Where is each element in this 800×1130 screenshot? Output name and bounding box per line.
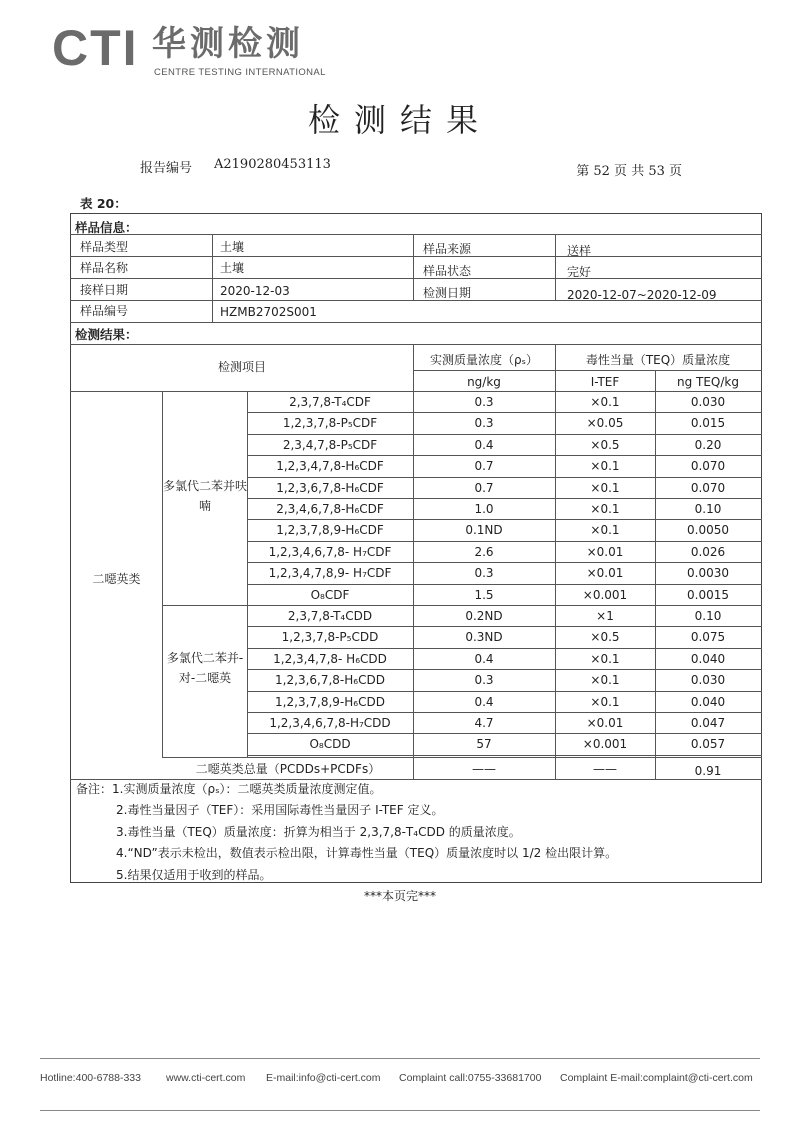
tef-factor: ×0.1	[590, 459, 620, 473]
measured-concentration: 2.6	[474, 545, 494, 559]
cti-logo-chinese: 华测检测	[152, 24, 304, 64]
compound-name: 2,3,7,8-T₄CDD	[287, 609, 373, 623]
tef-factor: ×0.1	[590, 652, 620, 666]
header-teq-concentration: 毒性当量（TEQ）质量浓度	[585, 353, 731, 367]
row-line	[247, 498, 762, 499]
compound-name: 2,3,7,8-T₄CDF	[289, 395, 371, 409]
note-2: 2.毒性当量因子（TEF）：采用国际毒性当量因子 I-TEF 定义。	[116, 803, 444, 818]
report-number: A2190280453113	[214, 157, 331, 172]
measured-concentration: 1.0	[474, 502, 494, 516]
info-col-line	[413, 234, 414, 300]
results-heading: 检测结果：	[75, 327, 138, 342]
compound-name: 1,2,3,7,8,9-H₆CDF	[276, 523, 384, 537]
sample-type-label: 样品类型	[80, 240, 129, 254]
measured-concentration: 1.5	[474, 588, 494, 602]
footer-complaint-call: Complaint call:0755-33681700	[399, 1072, 542, 1084]
compound-name: 1,2,3,4,7,8,9- H₇CDF	[268, 566, 392, 580]
teq-value: 0.20	[694, 438, 722, 452]
header-measured-concentration: 实测质量浓度（ρₛ）	[429, 353, 539, 367]
note-1: 备注：1.实测质量浓度（ρₛ）：二噁英类质量浓度测定值。	[76, 782, 382, 796]
test-date-label: 检测日期	[423, 286, 472, 300]
row-line	[247, 648, 762, 649]
table-label: 表 20：	[80, 196, 127, 211]
group-pcdf: 多氯代二苯并呋喃	[163, 479, 248, 513]
footer-bottom-divider	[40, 1110, 760, 1111]
measured-concentration: 0.3	[474, 395, 494, 409]
teq-value: 0.0030	[687, 566, 729, 580]
header-concentration-unit: ng/kg	[467, 375, 501, 389]
tef-factor: ×0.05	[586, 416, 624, 430]
footer-website: www.cti-cert.com	[166, 1072, 246, 1084]
tef-factor: ×0.01	[586, 716, 624, 730]
info-row-line	[70, 322, 762, 323]
info-col-line	[212, 234, 213, 322]
notes	[76, 779, 617, 886]
tef-factor: ×1	[596, 609, 614, 623]
header-test-item: 检测项目	[217, 360, 266, 374]
row-line	[247, 519, 762, 520]
cti-logo-mark: CTI	[52, 20, 139, 76]
total-row-teq: 0.91	[694, 764, 722, 778]
measured-concentration: 0.3	[474, 673, 494, 687]
page-indicator: 第 52 页 共 53 页	[576, 164, 682, 179]
measured-concentration: 0.3	[474, 566, 494, 580]
info-row-line	[70, 234, 762, 235]
row-line	[247, 733, 762, 734]
total-row-name: 二噁英类总量（PCDDs+PCDFs）	[195, 762, 381, 776]
row-line	[247, 562, 762, 563]
info-row-line	[70, 278, 762, 279]
footer-hotline: Hotline:400-6788-333	[40, 1072, 141, 1084]
teq-value: 0.0015	[687, 588, 729, 602]
info-row-line	[70, 344, 762, 345]
compound-name: 1,2,3,4,6,7,8-H₇CDD	[269, 716, 391, 730]
measured-concentration: 0.1ND	[465, 523, 503, 537]
row-line	[247, 712, 762, 713]
row-line	[247, 455, 762, 456]
teq-value: 0.047	[690, 716, 726, 730]
tef-factor: ×0.1	[590, 395, 620, 409]
sample-name-label: 样品名称	[80, 261, 129, 275]
footer-email: E-mail:info@cti-cert.com	[266, 1072, 381, 1084]
measured-concentration: 57	[476, 737, 492, 751]
total-row-concentration: ——	[472, 762, 496, 776]
compound-name: 1,2,3,6,7,8-H₆CDF	[276, 481, 384, 495]
sample-source-label: 样品来源	[423, 242, 472, 256]
report-number-label: 报告编号	[140, 161, 193, 176]
teq-value: 0.030	[690, 673, 726, 687]
compound-name: 1,2,3,4,6,7,8- H₇CDF	[268, 545, 392, 559]
measured-concentration: 0.4	[474, 438, 494, 452]
compound-name: 1,2,3,6,7,8-H₆CDD	[275, 673, 385, 687]
tef-factor: ×0.5	[590, 630, 620, 644]
tef-factor: ×0.1	[590, 502, 620, 516]
note-3: 3.毒性当量（TEQ）质量浓度：折算为相当于 2,3,7,8-T₄CDD 的质量浓度。	[116, 824, 521, 839]
received-date-value: 2020-12-03	[220, 284, 290, 298]
measured-concentration: 0.2ND	[465, 609, 503, 623]
compound-name: O₈CDD	[309, 737, 351, 751]
sample-code-value: HZMB2702S001	[220, 305, 317, 319]
compound-name: 1,2,3,4,7,8-H₆CDF	[276, 459, 384, 473]
cti-logo-english: CENTRE TESTING INTERNATIONAL	[154, 67, 326, 78]
tef-factor: ×0.1	[590, 523, 620, 537]
header-teq-unit: ng TEQ/kg	[676, 375, 739, 389]
compound-name: 1,2,3,4,7,8- H₆CDD	[273, 652, 387, 666]
measured-concentration: 4.7	[474, 716, 494, 730]
tef-factor: ×0.01	[586, 566, 624, 580]
row-line	[247, 477, 762, 478]
header-sub-line	[413, 370, 762, 371]
group-pcdd: 多氯代二苯并-对-二噁英	[166, 651, 244, 685]
total-row-tef: ——	[593, 762, 617, 776]
row-line	[247, 412, 762, 413]
document-title: 检测结果	[307, 101, 492, 139]
teq-value: 0.075	[690, 630, 726, 644]
teq-value: 0.015	[690, 416, 726, 430]
tef-factor: ×0.01	[586, 545, 624, 559]
tef-factor: ×0.001	[582, 588, 628, 602]
compound-name: 1,2,3,7,8-P₅CDD	[281, 630, 379, 644]
sample-type-value: 土壤	[220, 240, 245, 254]
tef-factor: ×0.1	[590, 695, 620, 709]
note-5: 5.结果仅适用于收到的样品。	[116, 867, 272, 882]
teq-value: 0.026	[690, 545, 726, 559]
sample-status-label: 样品状态	[423, 264, 472, 278]
sample-status-value: 完好	[567, 265, 592, 279]
row-line	[247, 755, 762, 756]
measured-concentration: 0.7	[474, 459, 494, 473]
tef-factor: ×0.1	[590, 673, 620, 687]
teq-value: 0.070	[690, 481, 726, 495]
teq-value: 0.057	[690, 737, 726, 751]
row-line	[247, 626, 762, 627]
header-itef: I-TEF	[590, 375, 620, 389]
row-line	[247, 669, 762, 670]
category-dioxins: 二噁英类	[92, 572, 141, 586]
total-top-line	[162, 757, 762, 758]
compound-name: 2,3,4,7,8-P₅CDF	[282, 438, 378, 452]
row-line	[247, 434, 762, 435]
teq-value: 0.030	[690, 395, 726, 409]
row-line	[247, 541, 762, 542]
sample-source-value: 送样	[567, 244, 592, 258]
test-date-value: 2020-12-07~2020-12-09	[567, 288, 717, 302]
tef-factor: ×0.1	[590, 481, 620, 495]
compound-name: 2,3,4,6,7,8-H₆CDF	[276, 502, 384, 516]
measured-concentration: 0.4	[474, 695, 494, 709]
page-end-marker: ***本页完***	[363, 889, 436, 903]
measured-concentration: 0.4	[474, 652, 494, 666]
teq-value: 0.0050	[687, 523, 729, 537]
compound-name: 1,2,3,7,8-P₅CDF	[282, 416, 378, 430]
tef-factor: ×0.001	[582, 737, 628, 751]
sample-info-heading: 样品信息：	[75, 220, 138, 235]
row-line	[247, 584, 762, 585]
note-4: 4.“ND”表示未检出，数值表示检出限，计算毒性当量（TEQ）质量浓度时以 1/2 检出限计算。	[116, 846, 618, 861]
teq-value: 0.040	[690, 695, 726, 709]
info-row-line	[70, 256, 762, 257]
teq-value: 0.070	[690, 459, 726, 473]
info-col-line	[555, 234, 556, 300]
tef-factor: ×0.5	[590, 438, 620, 452]
row-line	[247, 691, 762, 692]
teq-value: 0.10	[694, 609, 722, 623]
received-date-label: 接样日期	[80, 283, 129, 297]
compound-name: O₈CDF	[310, 588, 350, 602]
footer-divider	[40, 1058, 760, 1059]
compound-name: 1,2,3,7,8,9-H₆CDD	[275, 695, 385, 709]
measured-concentration: 0.3	[474, 416, 494, 430]
header-bottom-line	[70, 391, 762, 392]
footer-complaint-email: Complaint E-mail:complaint@cti-cert.com	[560, 1072, 753, 1084]
measured-concentration: 0.7	[474, 481, 494, 495]
teq-value: 0.10	[694, 502, 722, 516]
teq-value: 0.040	[690, 652, 726, 666]
measured-concentration: 0.3ND	[465, 630, 503, 644]
sample-code-label: 样品编号	[80, 304, 129, 318]
sample-name-value: 土壤	[220, 261, 245, 275]
col-line-group	[162, 391, 163, 757]
group-divider-line	[162, 605, 762, 606]
